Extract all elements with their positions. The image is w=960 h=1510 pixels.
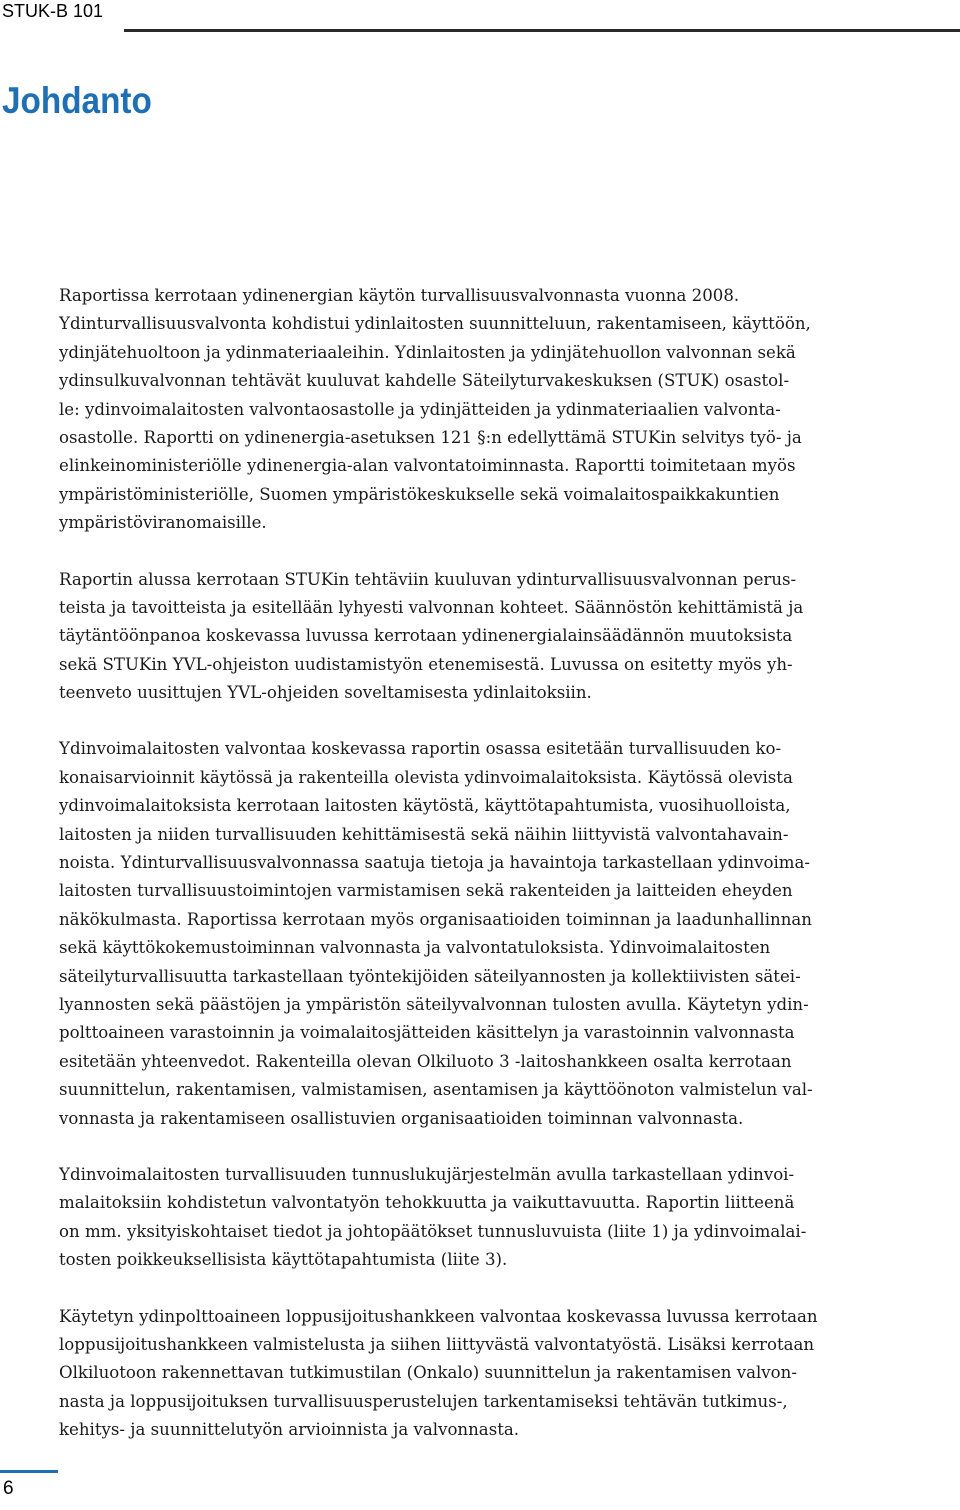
page-footer	[0, 1470, 60, 1510]
text-line: ydinsulkuvalvonnan tehtävät kuuluvat kahdelle Säteilyturvakeskuksen (STUK) osastol-	[59, 371, 790, 391]
text-line: säteilyturvallisuutta tarkastellaan työntekijöiden säteilyannosten ja kollektiivisten sätei-	[59, 966, 801, 986]
text-line: laitosten ja niiden turvallisuuden kehittämisestä sekä näihin liittyvistä valvontahavain-	[59, 824, 789, 844]
text-line: Olkiluotoon rakennettavan tutkimustilan (Onkalo) suunnittelun ja rakentamisen valvon-	[59, 1363, 797, 1383]
text-line: Ydinvoimalaitosten turvallisuuden tunnuslukujärjestelmän avulla tarkastellaan ydinvoi-	[59, 1164, 795, 1184]
paragraph	[59, 566, 899, 708]
text-line: sekä STUKin YVL-ohjeiston uudistamistyön etenemisestä. Luvussa on esitetty myös yh-	[59, 654, 793, 674]
text-line: kehitys- ja suunnittelutyön arvioinnista ja valvonnasta.	[59, 1420, 520, 1440]
text-line: polttoaineen varastoinnin ja voimalaitosjätteiden käsittelyn ja varastoinnin valvonnasta	[59, 1023, 795, 1043]
text-line: konaisarvioinnit käytössä ja rakenteilla olevista ydinvoimalaitoksista. Käytössä olevista	[59, 767, 793, 787]
text-line: suunnittelun, rakentamisen, valmistamisen, asentamisen ja käyttöönoton valmistelun val-	[59, 1080, 813, 1100]
text-line: elinkeinoministeriölle ydinenergia-alan valvontatoiminnasta. Raportti toimitetaan myös	[59, 456, 796, 476]
report-id: STUK-B 101	[2, 1, 104, 21]
paragraph	[59, 1303, 899, 1445]
text-line: Ydinvoimalaitosten valvontaa koskevassa raportin osassa esitetään turvallisuuden ko-	[59, 739, 782, 759]
page-header	[0, 0, 960, 34]
text-line: näkökulmasta. Raportissa kerrotaan myös organisaatioiden toiminnan ja laadunhallinnan	[59, 909, 812, 929]
text-line: Raportin alussa kerrotaan STUKin tehtäviin kuuluvan ydinturvallisuusvalvonnan perus-	[59, 569, 797, 589]
text-line: le: ydinvoimalaitosten valvontaosastolle ja ydinjätteiden ja ydinmateriaalien valvonta-	[59, 399, 781, 419]
text-line: on mm. yksityiskohtaiset tiedot ja johtopäätökset tunnusluvuista (liite 1) ja ydinvoimalai-	[59, 1221, 807, 1241]
text-line: ydinvoimalaitoksista kerrotaan laitosten käytöstä, käyttötapahtumista, vuosihuolloista,	[59, 796, 791, 816]
text-line: loppusijoitushankkeen valmistelusta ja siihen liittyvästä valvontatyöstä. Lisäksi kerrotaan	[59, 1334, 815, 1354]
paragraph	[59, 1161, 899, 1275]
text-line: malaitoksiin kohdistetun valvontatyön tehokkuutta ja vaikuttavuutta. Raportin liitteenä	[59, 1193, 795, 1213]
text-line: ympäristöministeriölle, Suomen ympäristökeskukselle sekä voimalaitospaikkakuntien	[59, 484, 780, 504]
text-line: teista ja tavoitteista ja esitellään lyhyesti valvonnan kohteet. Säännöstön kehittämistä ja	[59, 597, 804, 617]
text-line: ydinjätehuoltoon ja ydinmateriaaleihin. Ydinlaitosten ja ydinjätehuollon valvonnan sekä	[59, 342, 796, 362]
text-line: nasta ja loppusijoituksen turvallisuusperustelujen tarkentamiseksi tehtävän tutkimus-,	[59, 1391, 788, 1411]
footer-rule	[0, 1470, 58, 1473]
paragraph	[59, 282, 899, 538]
header-rule	[124, 29, 960, 32]
text-line: vonnasta ja rakentamiseen osallistuvien organisaatioiden toiminnan valvonnasta.	[59, 1108, 744, 1128]
text-line: laitosten turvallisuustoimintojen varmistamisen sekä rakenteiden ja laitteiden eheyden	[59, 881, 793, 901]
text-line: täytäntöönpanoa koskevassa luvussa kerrotaan ydinenergialainsäädännön muutoksista	[59, 626, 793, 646]
body-text	[59, 282, 899, 1472]
page-number: 6	[3, 1478, 14, 1499]
text-line: Käytetyn ydinpolttoaineen loppusijoitushankkeen valvontaa koskevassa luvussa kerrotaan	[59, 1306, 818, 1326]
text-line: Ydinturvallisuusvalvonta kohdistui ydinlaitosten suunnitteluun, rakentamiseen, käyttöön,	[59, 314, 811, 334]
paragraph	[59, 735, 899, 1132]
text-line: sekä käyttökokemustoiminnan valvonnasta ja valvontatuloksista. Ydinvoimalaitosten	[59, 938, 771, 958]
text-line: tosten poikkeuksellisista käyttötapahtumista (liite 3).	[59, 1250, 508, 1270]
text-line: Raportissa kerrotaan ydinenergian käytön turvallisuusvalvonnasta vuonna 2008.	[59, 286, 740, 305]
text-line: lyannosten sekä päästöjen ja ympäristön säteilyvalvonnan tulosten avulla. Käytetyn ydin-	[59, 994, 809, 1014]
text-line: ympäristöviranomaisille.	[59, 513, 267, 533]
text-line: teenveto uusittujen YVL-ohjeiden soveltamisesta ydinlaitoksiin.	[59, 683, 592, 703]
text-line: esitetään yhteenvedot. Rakenteilla olevan Olkiluoto 3 -laitoshankkeen osalta kerrotaan	[59, 1051, 792, 1071]
text-line: noista. Ydinturvallisuusvalvonnassa saatuja tietoja ja havaintoja tarkastellaan ydinvoima-	[59, 853, 811, 873]
page-title: Johdanto	[2, 80, 152, 121]
text-line: osastolle. Raportti on ydinenergia-asetuksen 121 §:n edellyttämä STUKin selvitys työ- ja	[59, 427, 802, 447]
